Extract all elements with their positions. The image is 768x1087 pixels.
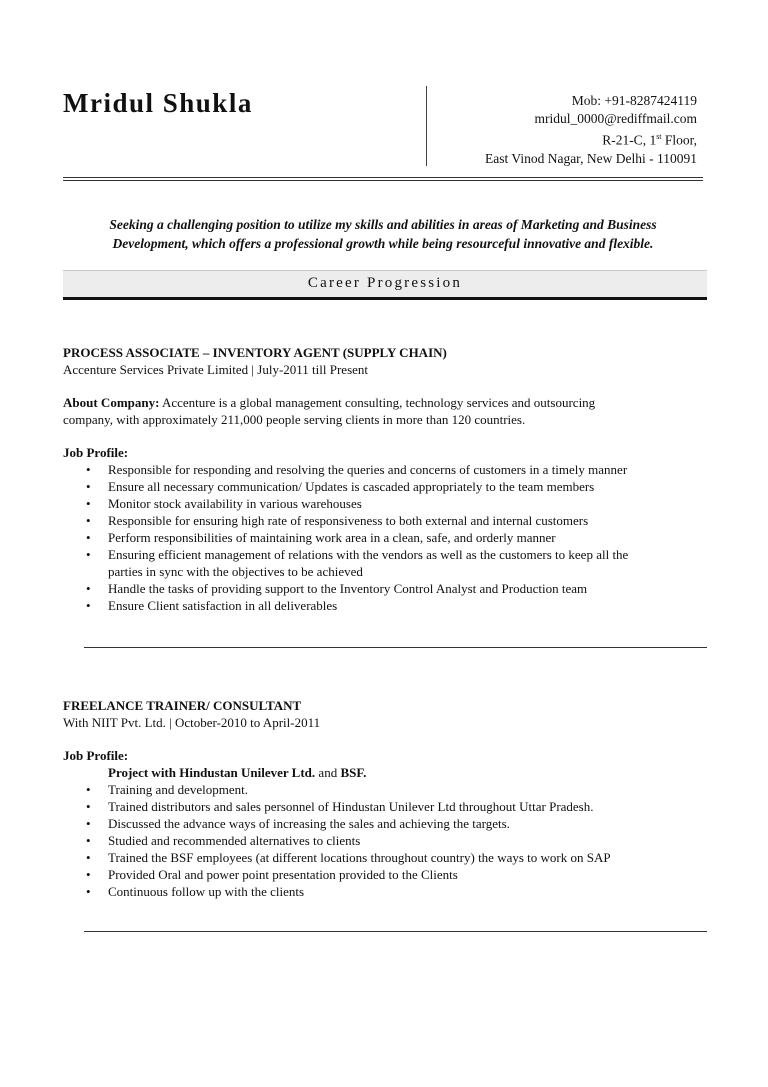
bullet-icon: • (86, 513, 91, 528)
bullet-icon: • (86, 530, 91, 545)
company-line: Accenture Services Private Limited | July-2011 till Present (63, 362, 369, 377)
bullet-icon: • (86, 867, 91, 882)
about-company-text-2: company, with approximately 211,000 people serving clients in more than 120 countries. (63, 412, 526, 427)
list-item (63, 512, 713, 529)
section-divider (84, 647, 707, 648)
list-item-text: Trained the BSF employees (at different locations throughout country) the ways to work on SAP (108, 850, 611, 865)
list-item (63, 495, 713, 512)
list-item (63, 883, 713, 900)
list-item (63, 478, 713, 495)
bullet-icon: • (86, 479, 91, 494)
job-title: FREELANCE TRAINER/ CONSULTANT (63, 698, 302, 713)
contact-block (485, 92, 697, 168)
section-title: Career Progression (307, 275, 463, 291)
list-item (63, 546, 713, 580)
bullet-icon: • (86, 581, 91, 596)
header-divider (63, 177, 703, 181)
bullet-icon: • (86, 462, 91, 477)
list-item (63, 832, 713, 849)
email-address: mridul_0000@rediffmail.com (534, 111, 697, 126)
address-line-2: East Vinod Nagar, New Delhi - 110091 (485, 150, 697, 166)
list-item (63, 781, 713, 798)
bullet-icon: • (86, 598, 91, 613)
list-item-text: Handle the tasks of providing support to the Inventory Control Analyst and Production team (108, 581, 588, 596)
list-item (63, 597, 713, 614)
section-header-bar (63, 270, 707, 300)
job-profile-label: Job Profile: (63, 748, 129, 763)
list-item-text: Studied and recommended alternatives to clients (108, 833, 361, 848)
bullet-icon: • (86, 884, 91, 899)
list-item-text: Continuous follow up with the clients (108, 884, 305, 899)
address-line-1-end: Floor, (661, 132, 697, 148)
career-objective (63, 215, 703, 253)
mobile-number: Mob: +91-8287424119 (571, 93, 697, 108)
list-item-continuation: parties in sync with the objectives to be achieved (108, 564, 363, 579)
job-entry-accenture (63, 344, 713, 614)
objective-line-1: Seeking a challenging position to utilize my skills and abilities in areas of Marketing and Business (109, 217, 657, 232)
about-company-text-1: Accenture is a global management consulting, technology services and outsourcing (159, 395, 596, 410)
job-profile-label: Job Profile: (63, 445, 129, 460)
list-item-text: Ensure all necessary communication/ Updates is cascaded appropriately to the team members (108, 479, 595, 494)
project-name-1: Project with Hindustan Unilever Ltd. (108, 765, 316, 780)
project-name-2: BSF. (340, 765, 367, 780)
candidate-name: Mridul Shukla (63, 88, 253, 118)
job-title: PROCESS ASSOCIATE – INVENTORY AGENT (SUPPLY CHAIN) (63, 345, 447, 360)
list-item-text: Responsible for ensuring high rate of responsiveness to both external and internal customers (108, 513, 589, 528)
job-profile-list (63, 461, 713, 614)
bullet-icon: • (86, 547, 91, 562)
project-line (63, 764, 713, 781)
bullet-icon: • (86, 816, 91, 831)
bullet-icon: • (86, 833, 91, 848)
bullet-icon: • (86, 799, 91, 814)
bullet-icon: • (86, 850, 91, 865)
job-profile-list (63, 781, 713, 900)
list-item-text: Perform responsibilities of maintaining work area in a clean, safe, and orderly manner (108, 530, 556, 545)
project-conjunction: and (315, 765, 341, 780)
list-item-text: Responsible for responding and resolving the queries and concerns of customers in a timely manner (108, 462, 628, 477)
about-company (63, 394, 713, 428)
list-item (63, 461, 713, 478)
address-line-1 (485, 128, 697, 150)
header-vertical-divider (426, 86, 427, 166)
section-divider (84, 931, 707, 932)
list-item (63, 580, 713, 597)
list-item (63, 849, 713, 866)
list-item-text: Ensuring efficient management of relations with the vendors as well as the customers to keep all the (108, 547, 629, 562)
list-item-text: Discussed the advance ways of increasing the sales and achieving the targets. (108, 816, 510, 831)
list-item (63, 529, 713, 546)
list-item (63, 798, 713, 815)
list-item-text: Trained distributors and sales personnel of Hindustan Unilever Ltd throughout Uttar Pradesh. (108, 799, 594, 814)
list-item (63, 866, 713, 883)
bullet-icon: • (86, 782, 91, 797)
address-line-1-superscript: st (656, 132, 662, 141)
objective-line-2: Development, which offers a professional growth while being resourceful innovative and flexible. (112, 236, 654, 251)
list-item-text: Training and development. (108, 782, 248, 797)
about-company-label: About Company: (63, 395, 160, 410)
list-item (63, 815, 713, 832)
job-entry-niit (63, 697, 713, 900)
list-item-text: Monitor stock availability in various warehouses (108, 496, 362, 511)
list-item-text: Provided Oral and power point presentation provided to the Clients (108, 867, 458, 882)
address-line-1-start: R-21-C, 1 (602, 132, 657, 148)
company-line: With NIIT Pvt. Ltd. | October-2010 to April-2011 (63, 715, 321, 730)
list-item-text: Ensure Client satisfaction in all deliverables (108, 598, 338, 613)
bullet-icon: • (86, 496, 91, 511)
